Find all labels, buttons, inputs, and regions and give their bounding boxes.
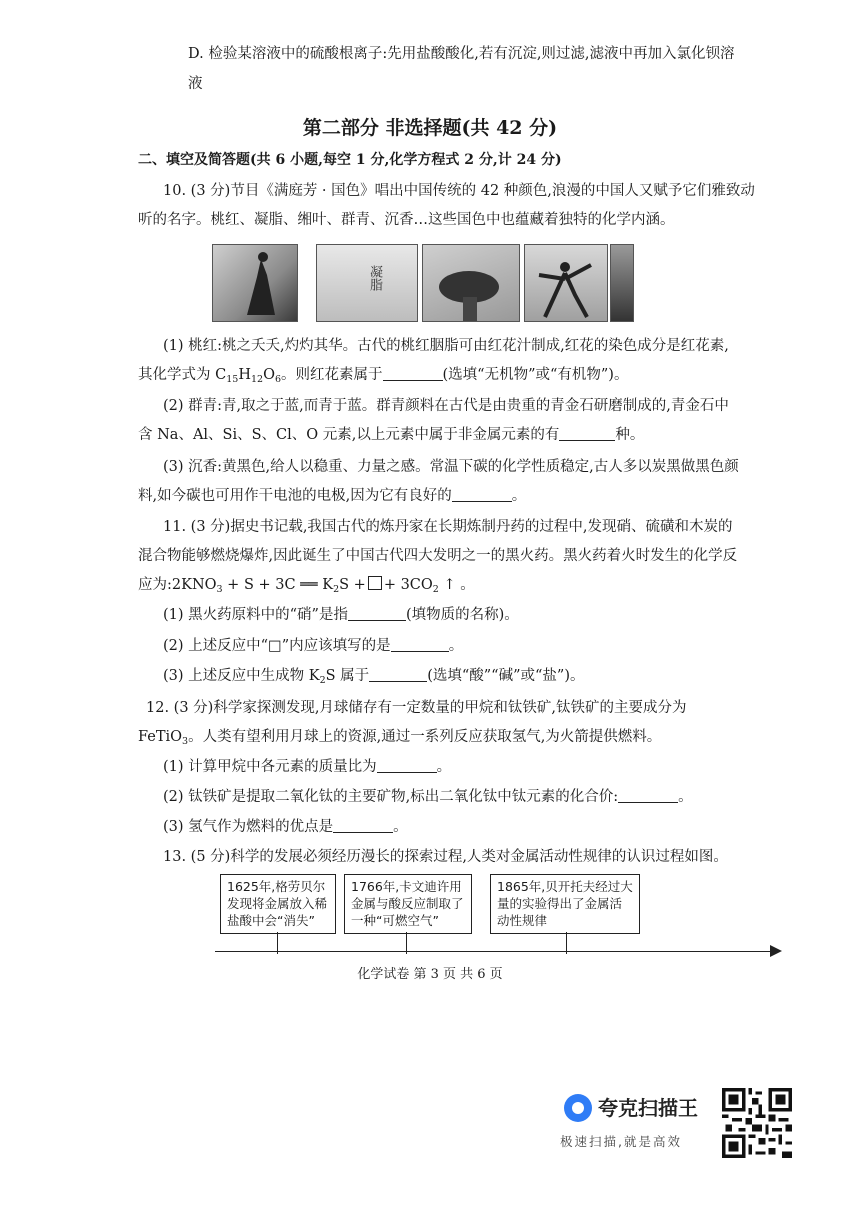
timeline-box-1865: 1865年,贝开托夫经过大量的实验得出了金属活动性规律 — [490, 874, 640, 934]
eq-part: ↑ 。 — [438, 577, 475, 593]
quark-logo-icon — [564, 1094, 592, 1122]
q12-p3 — [163, 817, 408, 837]
q12-p1 — [163, 757, 451, 777]
q11-p3-options: (选填“酸”“碱”或“盐”)。 — [427, 668, 585, 684]
formula-h: H — [238, 367, 251, 383]
option-d-line2: 液 — [188, 76, 203, 92]
subscript: 15 — [226, 374, 239, 385]
q10-p3-end: 。 — [511, 488, 527, 504]
eq-part: + S + 3C ══ K — [222, 577, 334, 593]
subscript: 2 — [333, 584, 340, 595]
photo-label-ningzhi: 凝脂 — [367, 265, 382, 291]
eq-part: + 3CO — [383, 577, 433, 593]
formula-prefix: 其化学式为 C — [138, 367, 227, 383]
watermark-slogan: 极速扫描,就是高效 — [560, 1134, 682, 1149]
q12-p3-end: 。 — [393, 819, 408, 835]
q10-p1-options: (选填“无机物”或“有机物”)。 — [442, 367, 629, 383]
q10-p2-line2 — [138, 425, 644, 445]
watermark-brand: 夸克扫描王 — [598, 1096, 698, 1120]
q11-p2-text: (2) 上述反应中“□”内应该填写的是 — [163, 638, 391, 654]
photo-xiangye — [422, 244, 520, 322]
q10-p1-text: 。则红花素属于 — [281, 367, 383, 383]
q11-p2 — [163, 636, 463, 656]
q11-equation — [138, 575, 475, 600]
answer-blank[interactable] — [348, 606, 406, 621]
q11-p3-text: (3) 上述反应中生成物 K — [163, 668, 320, 684]
answer-blank[interactable] — [452, 487, 512, 502]
q11-p1-note: (填物质的名称)。 — [405, 607, 519, 623]
q12-p1-text: (1) 计算甲烷中各元素的质量比为 — [163, 759, 377, 775]
q10-p1-line2 — [138, 365, 628, 390]
q12-p3-text: (3) 氢气作为燃料的优点是 — [163, 819, 334, 835]
q13-line1: 13. (5 分)科学的发展必须经历漫长的探索过程,人类对金属活动性规律的认识过程如图。 — [163, 849, 728, 865]
q11-line1: 11. (3 分)据史书记载,我国古代的炼丹家在长期炼制丹药的过程中,发现硝、硫磺和木炭的 — [163, 519, 733, 535]
subscript: 3 — [216, 584, 223, 595]
q12-line2 — [138, 727, 661, 752]
timeline-axis — [215, 951, 775, 952]
photo-taohong — [212, 244, 298, 322]
q11-line2: 混合物能够燃烧爆炸,因此诞生了中国古代四大发明之一的黑火药。黑火药着火时发生的化学反 — [138, 548, 738, 564]
answer-blank[interactable] — [618, 788, 678, 803]
answer-blank[interactable] — [377, 758, 437, 773]
page-footer: 化学试卷 第 3 页 共 6 页 — [357, 967, 503, 982]
q10-line2: 听的名字。桃红、凝脂、缃叶、群青、沉香…这些国色中也蕴藏着独特的化学内涵。 — [138, 212, 675, 228]
subscript: 6 — [274, 374, 281, 385]
q10-p3-line2 — [138, 486, 526, 506]
qr-code-icon — [722, 1088, 792, 1158]
eq-part: 应为:2KNO — [138, 577, 217, 593]
timeline-box-1766: 1766年,卡文迪许用金属与酸反应制取了一种“可燃空气” — [344, 874, 472, 934]
dancer-silhouette-icon — [213, 245, 297, 321]
q12-p1-end: 。 — [436, 759, 452, 775]
q11-p3 — [163, 666, 584, 691]
color-photo-strip — [212, 244, 632, 320]
hat-figure-icon — [423, 245, 519, 321]
timeline-box-1625: 1625年,格劳贝尔发现将金属放入稀盐酸中会“消失” — [220, 874, 336, 934]
q12-p2-text: (2) 钛铁矿是提取二氧化钛的主要矿物,标出二氧化钛中钛元素的化合价: — [163, 789, 619, 805]
warrior-figure-icon — [525, 245, 607, 321]
timeline-arrow-icon — [770, 945, 782, 957]
q10-p2-text: 含 Na、Al、Si、S、Cl、O 元素,以上元素中属于非金属元素的有 — [138, 427, 560, 443]
answer-blank[interactable] — [559, 426, 615, 441]
q10-p2-line1: (2) 群青:青,取之于蓝,而青于蓝。群青颜料在古代是由贵重的青金石研磨制成的,青金石中 — [163, 398, 729, 414]
q10-p3-text: 料,如今碳也可用作干电池的电极,因为它有良好的 — [138, 488, 452, 504]
q12-line2-text: 。人类有望利用月球上的资源,通过一系列反应获取氢气,为火箭提供燃料。 — [188, 729, 662, 745]
part-header: 二、填空及简答题(共 6 小题,每空 1 分,化学方程式 2 分,计 24 分) — [138, 152, 562, 168]
answer-blank[interactable] — [383, 366, 443, 381]
q10-p2-unit: 种。 — [615, 427, 645, 443]
subscript: 2 — [432, 584, 439, 595]
q12-p2 — [163, 787, 693, 807]
blank-square-icon — [368, 576, 382, 590]
photo-qunqing — [524, 244, 608, 322]
section-title: 第二部分 非选择题(共 42 分) — [302, 117, 558, 139]
photo-ningzhi — [316, 244, 418, 322]
answer-blank[interactable] — [369, 667, 427, 682]
q11-p1 — [163, 605, 519, 625]
q12-p2-end: 。 — [678, 789, 693, 805]
photo-chenxiang — [610, 244, 634, 322]
subscript: 3 — [182, 736, 189, 747]
q10-line1: 10. (3 分)节目《满庭芳 · 国色》唱出中国传统的 42 种颜色,浪漫的中国人又赋予它们雅致动 — [163, 183, 755, 199]
q11-p2-end: 。 — [448, 638, 464, 654]
q10-p3-line1: (3) 沉香:黄黑色,给人以稳重、力量之感。常温下碳的化学性质稳定,古人多以炭黑做黑色颜 — [163, 459, 739, 475]
q11-p1-text: (1) 黑火药原料中的“硝”是指 — [163, 607, 348, 623]
q11-p3-mid: S 属于 — [325, 668, 370, 684]
formula-fetio: FeTiO — [138, 729, 183, 745]
option-d-line1: D. 检验某溶液中的硫酸根离子:先用盐酸酸化,若有沉淀,则过滤,滤液中再加入氯化钡溶 — [188, 46, 735, 62]
q10-p1-line1: (1) 桃红:桃之夭夭,灼灼其华。古代的桃红胭脂可由红花汁制成,红花的染色成分是红花素, — [163, 338, 729, 354]
formula-o: O — [263, 367, 275, 383]
answer-blank[interactable] — [391, 637, 449, 652]
subscript: 2 — [319, 675, 326, 686]
scanner-watermark — [558, 1088, 798, 1160]
subscript: 12 — [250, 374, 264, 385]
q12-line1: 12. (3 分)科学家探测发现,月球储存有一定数量的甲烷和钛铁矿,钛铁矿的主要成分为 — [146, 700, 687, 716]
eq-part: S + — [339, 577, 366, 593]
answer-blank[interactable] — [333, 818, 393, 833]
